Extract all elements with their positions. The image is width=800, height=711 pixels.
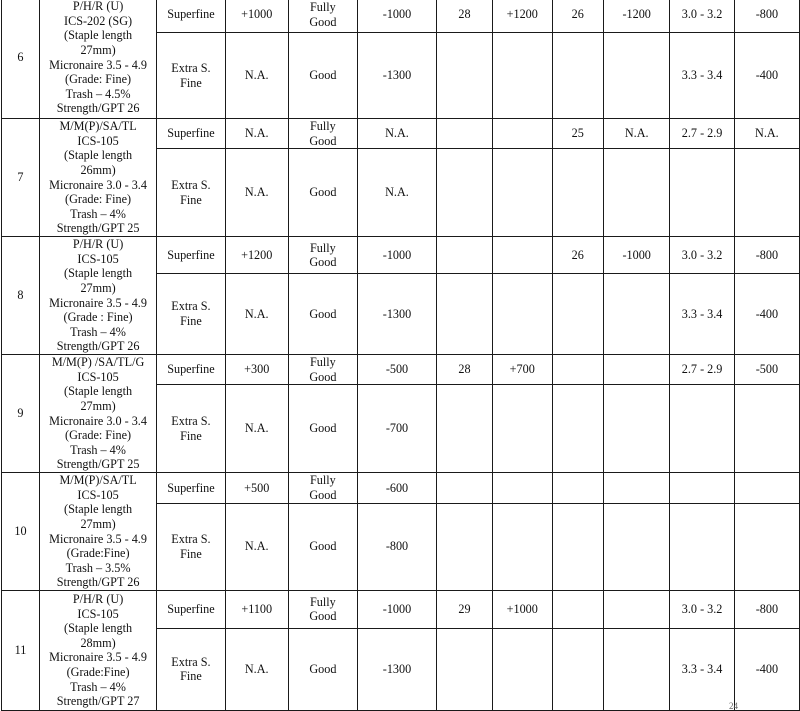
table-cell: N.A.	[225, 274, 288, 355]
table-cell: Superfine	[157, 473, 225, 504]
serial-number-cell: 10	[2, 473, 40, 591]
table-cell: Good	[288, 628, 357, 710]
table-cell: +700	[492, 354, 552, 384]
table-cell: -1000	[603, 237, 670, 274]
table-cell	[437, 628, 493, 710]
table-cell: -800	[734, 237, 799, 274]
table-cell	[670, 473, 734, 504]
table-row	[2, 119, 800, 149]
table-cell: Extra S. Fine	[157, 33, 225, 119]
table-cell: Good	[288, 385, 357, 473]
table-cell: -700	[357, 385, 436, 473]
table-cell	[437, 237, 493, 274]
table-cell: Fully Good	[288, 590, 357, 628]
table-cell: -800	[734, 590, 799, 628]
variety-description-cell: M/M(P)/SA/TL ICS-105 (Staple length 26mm) Micronaire 3.0 - 3.4 (Grade: Fine) Trash – 4% Strength/GPT 25	[39, 119, 156, 237]
table-cell	[552, 385, 603, 473]
table-cell: -600	[357, 473, 436, 504]
table-cell: Good	[288, 33, 357, 119]
table-cell: Superfine	[157, 119, 225, 149]
table-cell	[492, 33, 552, 119]
table-cell	[437, 119, 493, 149]
table-cell: Extra S. Fine	[157, 274, 225, 355]
table-cell: -800	[357, 503, 436, 590]
variety-description-cell: P/H/R (U) ICS-105 (Staple length 28mm) Micronaire 3.5 - 4.9 (Grade:Fine) Trash – 4% Strength/GPT 27	[39, 590, 156, 710]
table-cell: -1300	[357, 628, 436, 710]
table-cell	[670, 385, 734, 473]
table-cell: 28	[437, 0, 493, 33]
table-cell	[603, 628, 670, 710]
table-cell	[492, 473, 552, 504]
table-cell	[734, 149, 799, 237]
table-cell: 3.0 - 3.2	[670, 237, 734, 274]
table-cell: 29	[437, 590, 493, 628]
variety-description-cell: M/M(P) /SA/TL/G ICS-105 (Staple length 27mm) Micronaire 3.0 - 3.4 (Grade: Fine) Trash – 4% Strength/GPT 25	[39, 354, 156, 472]
table-cell	[492, 119, 552, 149]
serial-number-cell: 11	[2, 590, 40, 710]
serial-number-cell: 7	[2, 119, 40, 237]
table-cell	[670, 149, 734, 237]
table-cell	[437, 503, 493, 590]
table-cell: 28	[437, 354, 493, 384]
table-cell	[734, 385, 799, 473]
table-cell	[437, 149, 493, 237]
table-cell: Extra S. Fine	[157, 503, 225, 590]
table-cell: Superfine	[157, 590, 225, 628]
table-cell: Extra S. Fine	[157, 149, 225, 237]
table-cell: 3.3 - 3.4	[670, 628, 734, 710]
table-cell: N.A.	[357, 149, 436, 237]
table-cell: N.A.	[225, 149, 288, 237]
variety-description-cell: M/M(P)/SA/TL ICS-105 (Staple length 27mm) Micronaire 3.5 - 4.9 (Grade:Fine) Trash – 3.5% Strength/GPT 26	[39, 473, 156, 591]
table-cell: N.A.	[225, 628, 288, 710]
table-cell: Good	[288, 149, 357, 237]
table-row	[2, 354, 800, 384]
table-cell: 3.3 - 3.4	[670, 33, 734, 119]
table-cell: Fully Good	[288, 119, 357, 149]
table-cell: +1200	[225, 237, 288, 274]
table-cell	[734, 503, 799, 590]
table-cell	[552, 590, 603, 628]
table-cell	[603, 33, 670, 119]
table-cell: -1000	[357, 0, 436, 33]
table-cell	[734, 473, 799, 504]
table-cell: Fully Good	[288, 473, 357, 504]
table-cell	[552, 149, 603, 237]
table-cell	[670, 503, 734, 590]
table-cell: Extra S. Fine	[157, 385, 225, 473]
table-cell: -400	[734, 274, 799, 355]
table-cell: 2.7 - 2.9	[670, 354, 734, 384]
table-cell: N.A.	[225, 385, 288, 473]
table-cell: -500	[357, 354, 436, 384]
table-cell	[552, 274, 603, 355]
table-cell: Fully Good	[288, 0, 357, 33]
table-cell	[552, 628, 603, 710]
table-cell: Extra S. Fine	[157, 628, 225, 710]
table-cell: 26	[552, 0, 603, 33]
table-cell	[552, 473, 603, 504]
table-row	[2, 0, 800, 33]
table-cell	[492, 274, 552, 355]
table-cell: +1200	[492, 0, 552, 33]
table-cell	[492, 149, 552, 237]
table-cell: 25	[552, 119, 603, 149]
table-cell: Good	[288, 503, 357, 590]
serial-number-cell: 9	[2, 354, 40, 472]
table-cell: -400	[734, 628, 799, 710]
table-cell: -800	[734, 0, 799, 33]
variety-description-cell: P/H/R (U) ICS-202 (SG) (Staple length 27mm) Micronaire 3.5 - 4.9 (Grade: Fine) Trash – 4.5% Strength/GPT 26	[39, 0, 156, 119]
table-cell: +1100	[225, 590, 288, 628]
table-cell	[437, 33, 493, 119]
table-cell	[603, 274, 670, 355]
table-cell: 2.7 - 2.9	[670, 119, 734, 149]
table-cell: N.A.	[225, 503, 288, 590]
serial-number-cell: 6	[2, 0, 40, 119]
table-cell: N.A.	[734, 119, 799, 149]
table-cell: N.A.	[225, 119, 288, 149]
table-cell	[603, 503, 670, 590]
table-row	[2, 237, 800, 274]
table-cell	[492, 385, 552, 473]
table-cell: Fully Good	[288, 354, 357, 384]
table-cell: Fully Good	[288, 237, 357, 274]
variety-description-cell: P/H/R (U) ICS-105 (Staple length 27mm) Micronaire 3.5 - 4.9 (Grade : Fine) Trash – 4% Strength/GPT 26	[39, 237, 156, 355]
table-cell: Superfine	[157, 237, 225, 274]
table-cell	[437, 385, 493, 473]
table-cell: 3.3 - 3.4	[670, 274, 734, 355]
table-row	[2, 473, 800, 504]
table-cell: N.A.	[357, 119, 436, 149]
table-row	[2, 590, 800, 628]
table-cell	[603, 354, 670, 384]
table-cell	[492, 237, 552, 274]
table-cell	[552, 33, 603, 119]
table-cell: -1000	[357, 237, 436, 274]
table-cell: -1000	[357, 590, 436, 628]
table-cell: 26	[552, 237, 603, 274]
table-cell	[437, 473, 493, 504]
table-cell	[492, 628, 552, 710]
table-cell: +1000	[492, 590, 552, 628]
table-cell	[552, 354, 603, 384]
table-cell: +500	[225, 473, 288, 504]
table-cell: -1300	[357, 33, 436, 119]
table-cell: N.A.	[603, 119, 670, 149]
table-cell	[437, 274, 493, 355]
serial-number-cell: 8	[2, 237, 40, 355]
table-cell	[552, 503, 603, 590]
table-cell	[603, 385, 670, 473]
table-cell: -500	[734, 354, 799, 384]
table-cell: N.A.	[225, 33, 288, 119]
page-number-mark: 24	[729, 701, 738, 711]
table-cell: Superfine	[157, 354, 225, 384]
table-cell	[603, 149, 670, 237]
cotton-price-table	[1, 0, 800, 711]
table-cell: 3.0 - 3.2	[670, 590, 734, 628]
table-cell: 3.0 - 3.2	[670, 0, 734, 33]
table-cell: -400	[734, 33, 799, 119]
table-cell: Good	[288, 274, 357, 355]
table-cell: +300	[225, 354, 288, 384]
table-cell: -1200	[603, 0, 670, 33]
table-cell: -1300	[357, 274, 436, 355]
table-cell	[603, 473, 670, 504]
table-cell: +1000	[225, 0, 288, 33]
table-cell	[603, 590, 670, 628]
table-cell: Superfine	[157, 0, 225, 33]
table-cell	[492, 503, 552, 590]
